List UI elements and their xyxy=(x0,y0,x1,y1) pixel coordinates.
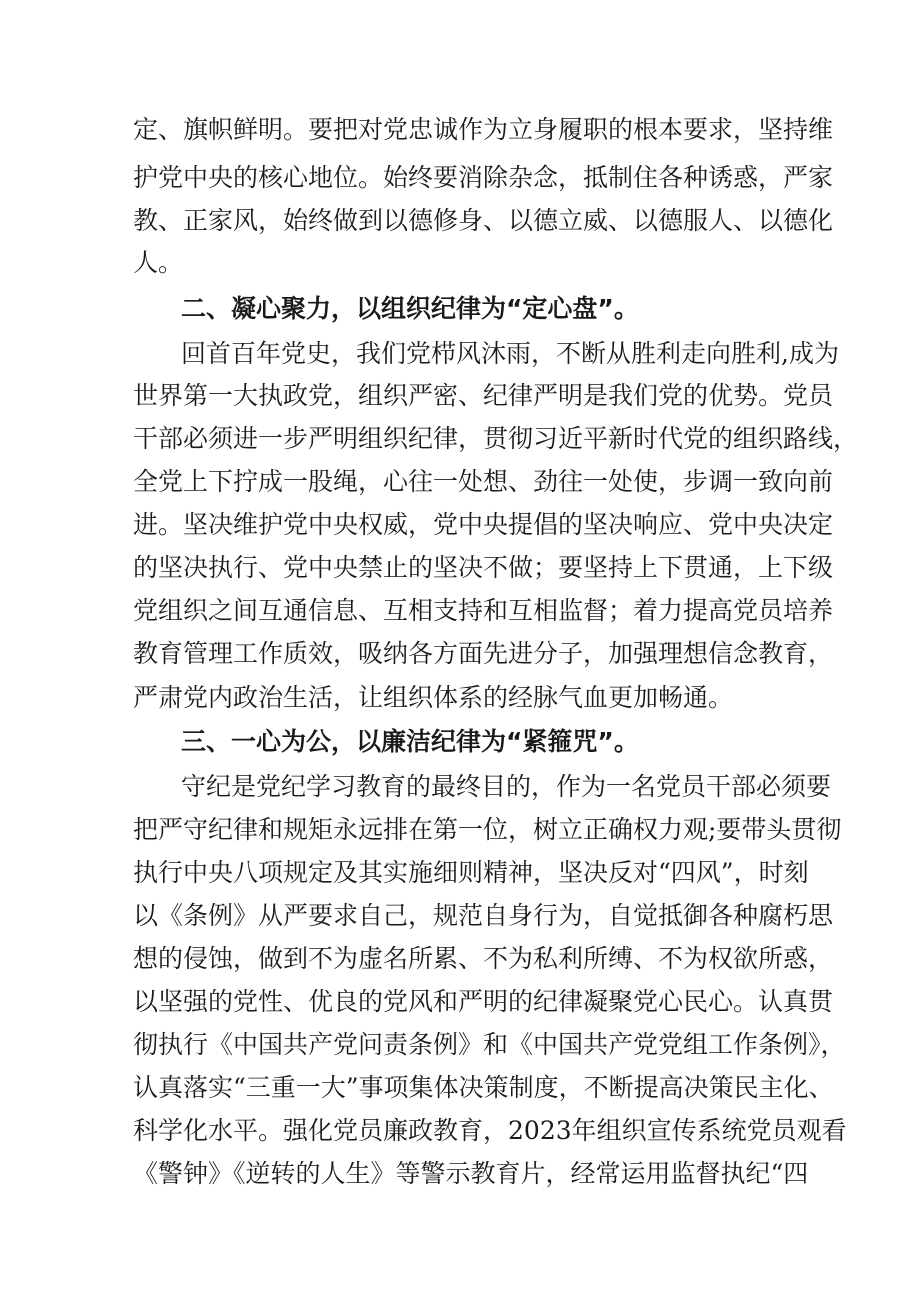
paragraph-line: 把严守纪律和规矩永远排在第一位，树立正确权力观;要带头贯彻 xyxy=(133,815,842,844)
paragraph-line: 彻执行《中国共产党问责条例》和《中国共产党党组工作条例》， xyxy=(133,1030,846,1059)
paragraph-line: 以《条例》从严要求自己，规范自身行为，自觉抵御各种腐朽思 xyxy=(133,901,834,930)
section-heading: 三、一心为公，以廉洁纪律为“紧箍咒”。 xyxy=(181,727,639,756)
paragraph-line: 想的侵蚀，做到不为虚名所累、不为私利所缚、不为权欲所惑， xyxy=(133,944,834,973)
paragraph-line: 全党上下拧成一股绳，心往一处想、劲往一处使，步调一致向前 xyxy=(133,467,834,496)
paragraph-line: 科学化水平。强化党员廉政教育，2023年组织宣传系统党员观看 xyxy=(133,1116,847,1145)
paragraph-line: 回首百年党史，我们党栉风沐雨，不断从胜利走向胜利,成为 xyxy=(181,339,839,368)
paragraph-line: 的坚决执行、党中央禁止的坚决不做；要坚持上下贯通，上下级 xyxy=(133,553,834,582)
paragraph-line: 人。 xyxy=(133,248,184,277)
section-heading: 二、凝心聚力，以组织纪律为“定心盘”。 xyxy=(181,294,639,323)
paragraph-line: 定、旗帜鲜明。要把对党忠诚作为立身履职的根本要求，坚持维 xyxy=(133,115,834,144)
paragraph-line: 认真落实“三重一大”事项集体决策制度，不断提高决策民主化、 xyxy=(133,1073,834,1102)
paragraph-line: 执行中央八项规定及其实施细则精神，坚决反对“四风”，时刻 xyxy=(133,858,809,887)
paragraph-line: 教、正家风，始终做到以德修身、以德立威、以德服人、以德化 xyxy=(133,206,834,235)
paragraph-line: 护党中央的核心地位。始终要消除杂念，抵制住各种诱惑，严家 xyxy=(133,163,834,192)
paragraph-line: 以坚强的党性、优良的党风和严明的纪律凝聚党心民心。认真贯 xyxy=(133,987,834,1016)
paragraph-line: 教育管理工作质效，吸纳各方面先进分子，加强理想信念教育， xyxy=(133,639,834,668)
paragraph-line: 《警钟》《逆转的人生》等警示教育片，经常运用监督执纪“四 xyxy=(133,1159,809,1188)
paragraph-line: 进。坚决维护党中央权威，党中央提倡的坚决响应、党中央决定 xyxy=(133,510,834,539)
paragraph-line: 党组织之间互通信息、互相支持和互相监督；着力提高党员培养 xyxy=(133,596,834,625)
paragraph-line: 严肃党内政治生活，让组织体系的经脉气血更加畅通。 xyxy=(133,683,734,712)
paragraph-line: 干部必须进一步严明组织纪律，贯彻习近平新时代党的组织路线， xyxy=(133,424,859,453)
paragraph-line: 守纪是党纪学习教育的最终目的，作为一名党员干部必须要 xyxy=(181,772,832,801)
paragraph-line: 世界第一大执政党，组织严密、纪律严明是我们党的优势。党员 xyxy=(133,381,834,410)
